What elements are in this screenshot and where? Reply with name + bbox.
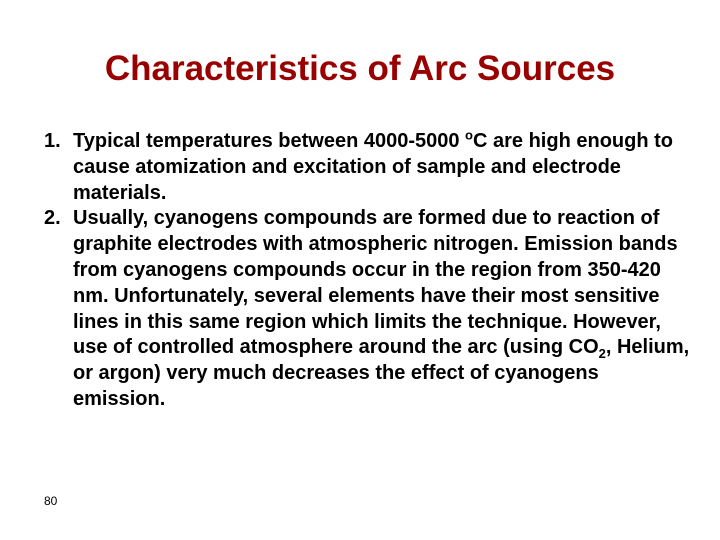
list-item [44, 206, 694, 412]
page-number: 80 [44, 494, 58, 508]
list-item-text [73, 207, 689, 410]
list-item-number: 2. [44, 207, 61, 230]
text-segment: Usually, cyanogens compounds are formed due to reaction of graphite electrodes with atmospheric nitrogen. Emission bands from cyanogens compounds occur in the region from 350-420 nm. Unfortunately, several elements have their most sensitive lines in this same region which limits the technique. However, use of controlled atmosphere around the arc (using CO [73, 207, 678, 359]
numbered-list [44, 129, 694, 413]
degree-superscript: o [465, 127, 473, 143]
slide-title: Characteristics of Arc Sources [104, 49, 616, 88]
text-segment: , Helium, or argon) very much decreases the effect of cyanogens emission. [73, 336, 690, 410]
text-segment: C are high enough to cause atomization and excitation of sample and electrode materials. [73, 130, 673, 204]
text-segment: Typical temperatures between 4000-5000 [73, 130, 466, 152]
subscript: 2 [598, 346, 606, 362]
list-item-text [73, 127, 673, 204]
list-item [44, 129, 694, 206]
list-item-number: 1. [44, 130, 61, 152]
